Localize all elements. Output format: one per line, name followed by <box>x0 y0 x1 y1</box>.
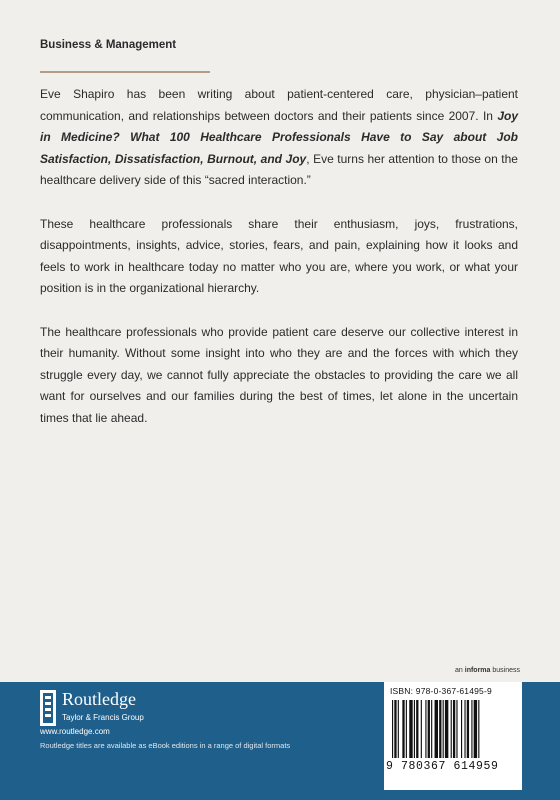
informa-prefix: an <box>455 667 465 674</box>
publisher-footer <box>0 682 560 800</box>
barcode-panel <box>384 682 522 790</box>
isbn-text: ISBN: 978-0-367-61495-9 <box>390 686 492 696</box>
publisher-group: Taylor & Francis Group <box>62 713 144 722</box>
routledge-logo-icon <box>40 690 56 726</box>
publisher-url[interactable]: www.routledge.com <box>40 727 110 736</box>
category-label: Business & Management <box>40 39 177 51</box>
paragraph-1-start: Eve Shapiro has been writing about patient-centered care, physician–patient communication, and relationships between doctors and their patients since 2007. In <box>40 87 518 123</box>
informa-tagline <box>455 667 520 674</box>
informa-brand: informa <box>464 667 491 674</box>
ean-number: 9 780367 614959 <box>386 760 499 773</box>
informa-suffix: business <box>490 667 520 674</box>
book-title: Joy in Medicine? What 100 Healthcare Professionals Have to Say about Job Satisfaction, Dissatisfaction, Burnout, and Joy <box>40 108 518 166</box>
paragraph-1-end: , Eve turns her attention to those on the healthcare delivery side of this “sacred interaction.” <box>40 151 518 187</box>
divider-rule <box>40 71 210 73</box>
ebook-note: Routledge titles are available as eBook editions in a range of digital formats <box>40 741 291 750</box>
back-cover-description <box>40 84 518 451</box>
paragraph-2: These healthcare professionals share their enthusiasm, joys, frustrations, disappointments, insights, advice, stories, fears, and pain, explaining how it looks and feels to work in healthcare today no matter who you are, where you work, or what your position is in the organizational hierarchy. <box>40 216 518 295</box>
paragraph-1 <box>40 84 518 192</box>
publisher-name: Routledge <box>62 689 136 709</box>
paragraph-3: The healthcare professionals who provide patient care deserve our collective interest in their humanity. Without some insight into who they are and the forces with which they struggle every day, we cannot fully appreciate the obstacles to providing the care we all want for ourselves and our families during the best of times, let alone in the uncertain times that lie ahead. <box>40 324 518 425</box>
